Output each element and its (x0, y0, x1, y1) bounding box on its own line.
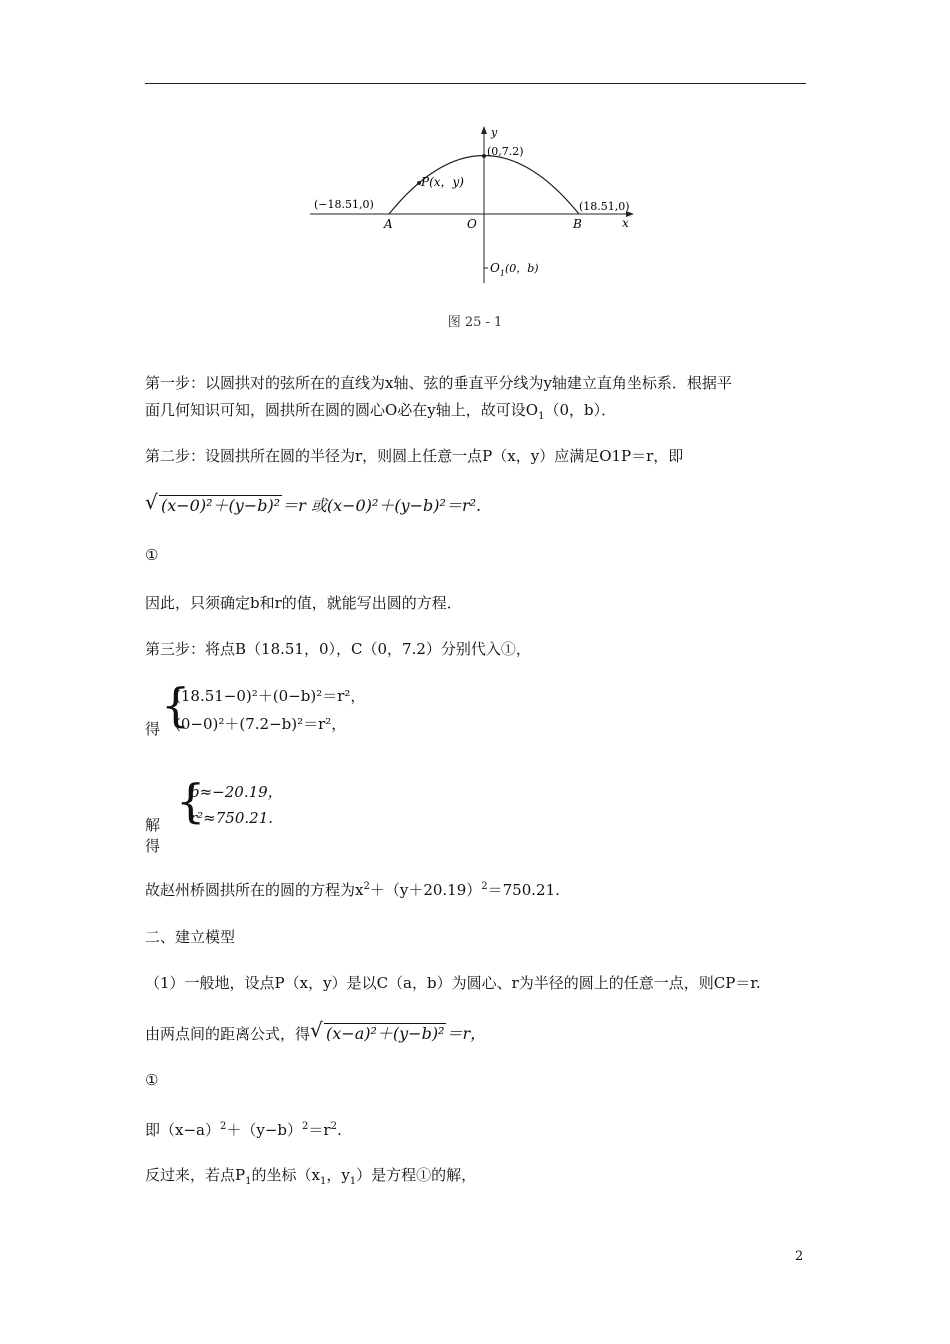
label-o1-coords: (0，b) (504, 262, 539, 275)
left-brace-2: { (176, 774, 206, 828)
point-left-label: (−18.51,0) (314, 198, 374, 211)
converse-text: 反过来，若点$P_1$的坐标（$x_1$，$y_1$）是方程①的解， (145, 1166, 477, 1187)
distance-sqrt: √ (x−a)²＋(y−b)² (310, 1018, 445, 1043)
step2-text: 第二步：设圆拱所在圆的半径为r，则圆上任意一点P（x，y）应满足O1P＝r，即 (145, 447, 684, 465)
solve-label: 解得 (145, 816, 161, 855)
section-heading: 二、建立模型 (145, 928, 236, 946)
label-o: O (467, 217, 477, 231)
conclusion-text: 故赵州桥圆拱所在的圆的方程为$x^2+(y+20.19)^2=750.21$. (145, 881, 560, 899)
system1-eq1: (18.51−0)²＋(0−b)²＝r²， (175, 687, 366, 705)
label-a: A (384, 217, 393, 231)
x-label: x (622, 216, 629, 230)
step1-line2: 面几何知识可知，圆拱所在圆的圆心O必在y轴上，故可设$O_1(0$，b）． (145, 401, 617, 422)
circle-equation: 即$(x-a)^2+(y-b)^2=r^2$. (145, 1121, 342, 1139)
label-o1: $O_1(0$，b) (490, 261, 539, 278)
therefore-text: 因此，只须确定b和r的值，就能写出圆的方程． (145, 594, 462, 612)
system2-eq1: b≈−20.19， (190, 783, 283, 801)
system2-eq2: r²≈750.21. (190, 809, 274, 827)
figure-caption: 图 25 - 1 (447, 315, 503, 330)
point-right-label: (18.51,0) (579, 200, 630, 213)
label-b: B (573, 217, 582, 231)
left-brace-1: { (161, 678, 191, 732)
y-axis-arrow (481, 126, 487, 134)
point-top (482, 154, 486, 158)
circled-one-2: ① (145, 1071, 159, 1089)
model-text: （1）一般地，设点P（x，y）是以C（a，b）为圆心、r为半径的圆上的任意一点，则CP＝r. (145, 974, 761, 992)
point-p-label: P(x，y) (421, 175, 464, 189)
y-label: y (491, 126, 498, 139)
step3-text: 第三步：将点B（18.51，0），C（0，7.2）分别代入①， (145, 640, 531, 658)
circled-one-1: ① (145, 546, 159, 564)
step1-line1: 第一步：以圆拱对的弦所在的直线为x轴、弦的垂直平分线为y轴建立直角坐标系．根据平 (145, 374, 732, 392)
header-rule (145, 83, 806, 84)
get-label: 得 (145, 720, 161, 738)
system1-eq2: (0−0)²＋(7.2−b)²＝r²， (175, 715, 347, 733)
page-number: 2 (795, 1249, 804, 1264)
distance-formula-line: 由两点间的距离公式，得 √ (x−a)²＋(y−b)² ＝r， (145, 1021, 486, 1047)
point-top-label: (0,7.2) (487, 145, 524, 158)
label-o1-sub: 1 (499, 269, 505, 278)
sqrt-expression: √ (x−0)²＋(y−b)² (145, 490, 281, 515)
formula-1: √ (x−0)²＋(y−b)² ＝r 或(x−0)²＋(y−b)²＝r². (145, 493, 481, 519)
arch-coordinate-figure (300, 120, 650, 290)
